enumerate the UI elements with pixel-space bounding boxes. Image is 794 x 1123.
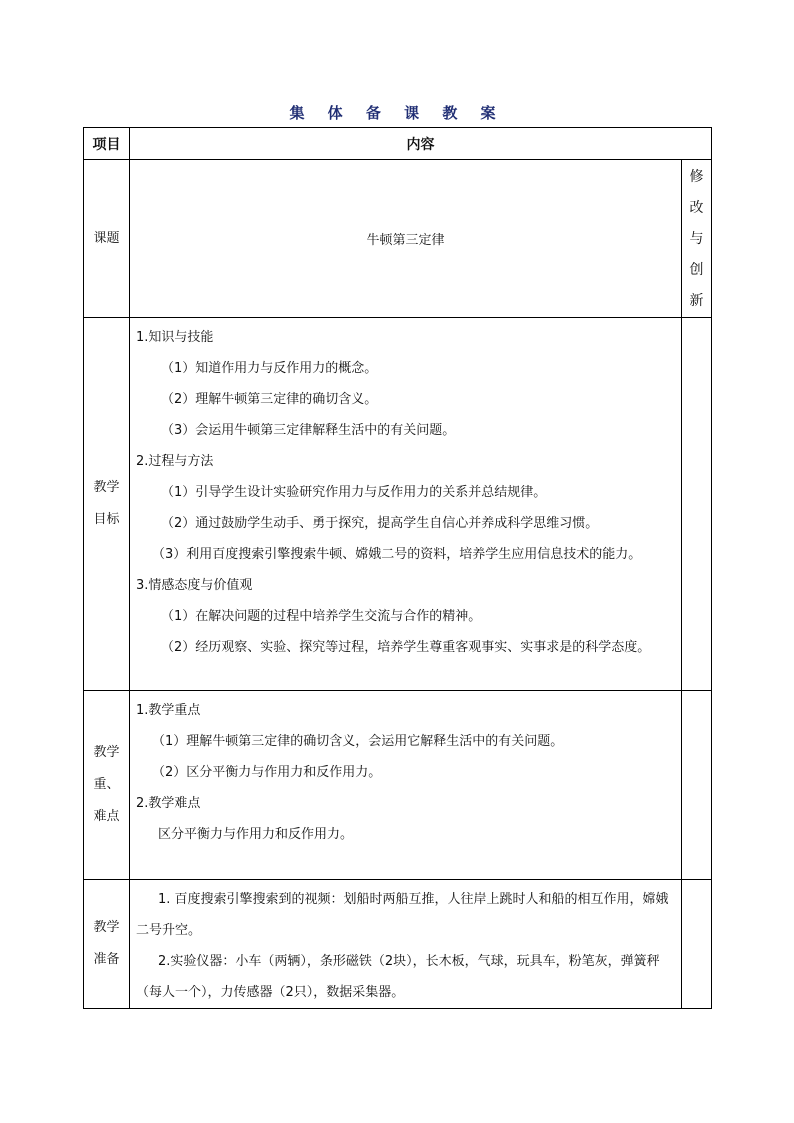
objectives-row — [84, 318, 712, 691]
label-line: 重、 — [93, 777, 120, 792]
page-title: 集 体 备 课 教 案 — [289, 104, 505, 122]
list-item: 区分平衡力与作用力和反作用力。 — [158, 827, 354, 842]
objectives-content — [130, 318, 682, 691]
section-heading: 3.情感态度与价值观 — [136, 578, 253, 593]
label-line: 难点 — [93, 809, 120, 824]
key-points-content — [130, 691, 682, 880]
paragraph: 1. 百度搜索引擎搜索到的视频：划船时两船互推，人往岸上跳时人和船的相互作用，嫦娥二号升空。 — [136, 892, 669, 938]
edit-cell — [682, 691, 712, 880]
section-heading: 1.知识与技能 — [136, 330, 214, 345]
list-item: （2）区分平衡力与作用力和反作用力。 — [152, 765, 382, 780]
list-item: （1）理解牛顿第三定律的确切含义，会运用它解释生活中的有关问题。 — [152, 734, 564, 749]
table-header-row — [84, 128, 712, 160]
label-line: 目标 — [93, 512, 120, 527]
preparation-content — [130, 880, 682, 1009]
label-line: 教学 — [93, 480, 120, 495]
list-item: （2）理解牛顿第三定律的确切含义。 — [161, 392, 378, 407]
preparation-label — [84, 880, 130, 1009]
key-points-label — [84, 691, 130, 880]
topic-value: 牛顿第三定律 — [130, 160, 682, 318]
edit-char: 与 — [689, 231, 704, 247]
topic-row — [84, 160, 712, 318]
section-heading: 2.教学难点 — [136, 796, 201, 811]
edit-column-header — [682, 160, 712, 318]
key-points-row — [84, 691, 712, 880]
list-item: （2）经历观察、实验、探究等过程，培养学生尊重客观事实、实事求是的科学态度。 — [161, 640, 651, 655]
edit-char: 修 — [689, 169, 704, 185]
list-item: （3）会运用牛顿第三定律解释生活中的有关问题。 — [161, 423, 456, 438]
lesson-plan-table — [83, 127, 712, 1009]
list-item: （1）引导学生设计实验研究作用力与反作用力的关系并总结规律。 — [161, 485, 547, 500]
label-line: 教学 — [93, 920, 120, 935]
preparation-row — [84, 880, 712, 1009]
objectives-label — [84, 318, 130, 691]
label-line: 准备 — [93, 952, 120, 967]
edit-char: 创 — [689, 262, 704, 278]
edit-cell — [682, 880, 712, 1009]
label-line: 教学 — [93, 745, 120, 760]
list-item: （1）在解决问题的过程中培养学生交流与合作的精神。 — [161, 609, 482, 624]
paragraph: 2.实验仪器：小车（两辆），条形磁铁（2块），长木板，气球，玩具车，粉笔灰，弹簧秤（每人一个），力传感器（2只），数据采集器。 — [136, 954, 660, 1000]
topic-label: 课题 — [84, 160, 130, 318]
edit-cell — [682, 318, 712, 691]
edit-char: 新 — [689, 293, 704, 309]
list-item: （1）知道作用力与反作用力的概念。 — [161, 361, 378, 376]
header-content: 内容 — [130, 128, 712, 160]
list-item: （2）通过鼓励学生动手、勇于探究，提高学生自信心并养成科学思维习惯。 — [161, 516, 599, 531]
section-heading: 2.过程与方法 — [136, 454, 214, 469]
section-heading: 1.教学重点 — [136, 703, 201, 718]
list-item: （3）利用百度搜索引擎搜索牛顿、嫦娥二号的资料，培养学生应用信息技术的能力。 — [152, 547, 642, 562]
header-item: 项目 — [84, 128, 130, 160]
edit-char: 改 — [689, 200, 704, 216]
